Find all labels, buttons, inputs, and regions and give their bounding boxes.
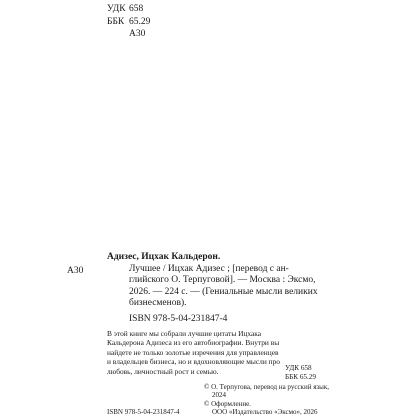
annotation-line: В этой книге мы собрали лучшие цитаты Ицхака bbox=[107, 329, 262, 338]
classification-block bbox=[107, 3, 150, 41]
record-heading: Адизес, Ицхак Кальдерон. bbox=[107, 252, 221, 262]
bbk-label: ББК bbox=[107, 16, 125, 27]
isbn-footer: ISBN 978-5-04-231847-4 bbox=[107, 408, 180, 416]
annotation-line: найдете не только золотые изречения для управленцев bbox=[107, 347, 279, 357]
isbn-main: ISBN 978-5-04-231847-4 bbox=[129, 314, 228, 324]
record-line: Лучшее / Ицхак Адизес ; [перевод с ан- bbox=[129, 263, 289, 274]
annotation-codes bbox=[285, 364, 316, 381]
annotation-line: любовь, личностный рост и семью. bbox=[107, 366, 219, 376]
bbk-row bbox=[107, 16, 150, 29]
annotation-line: и владельцев бизнеса, но и вдохновляющие мысли про bbox=[107, 357, 280, 367]
record-line: 2026. — 224 с. — (Гениальные мысли великих bbox=[129, 286, 318, 297]
copyright-block bbox=[204, 383, 330, 417]
copyright-translation: © О. Терпугова, перевод на русский язык, bbox=[204, 383, 330, 391]
annotation-udk: УДК 658 bbox=[284, 364, 312, 372]
record-line: бизнесменов). bbox=[129, 298, 187, 309]
author-mark-row bbox=[107, 28, 150, 41]
annotation-line: Кальдерона Адизеса из его автобиографии. Внутри вы bbox=[107, 338, 280, 348]
udk-label: УДК bbox=[107, 4, 126, 14]
bbk-value: 65.29 bbox=[129, 16, 151, 27]
copyright-design: © Оформление. bbox=[204, 399, 251, 408]
udk-value: 658 bbox=[129, 4, 144, 14]
record-line: глийского О. Терпуговой]. — Москва : Эксмо, bbox=[129, 275, 316, 286]
copyright-publisher: ООО «Издательство «Эксмо», 2026 bbox=[212, 408, 318, 417]
udk-row bbox=[107, 3, 150, 16]
bibliographic-record bbox=[67, 252, 319, 310]
copyright-translation-year: 2024 bbox=[212, 391, 226, 400]
annotation-bbk: ББК 65.29 bbox=[284, 372, 316, 381]
author-mark-top: А30 bbox=[129, 29, 146, 39]
record-body bbox=[107, 264, 319, 310]
record-author-mark: А30 bbox=[67, 266, 84, 276]
